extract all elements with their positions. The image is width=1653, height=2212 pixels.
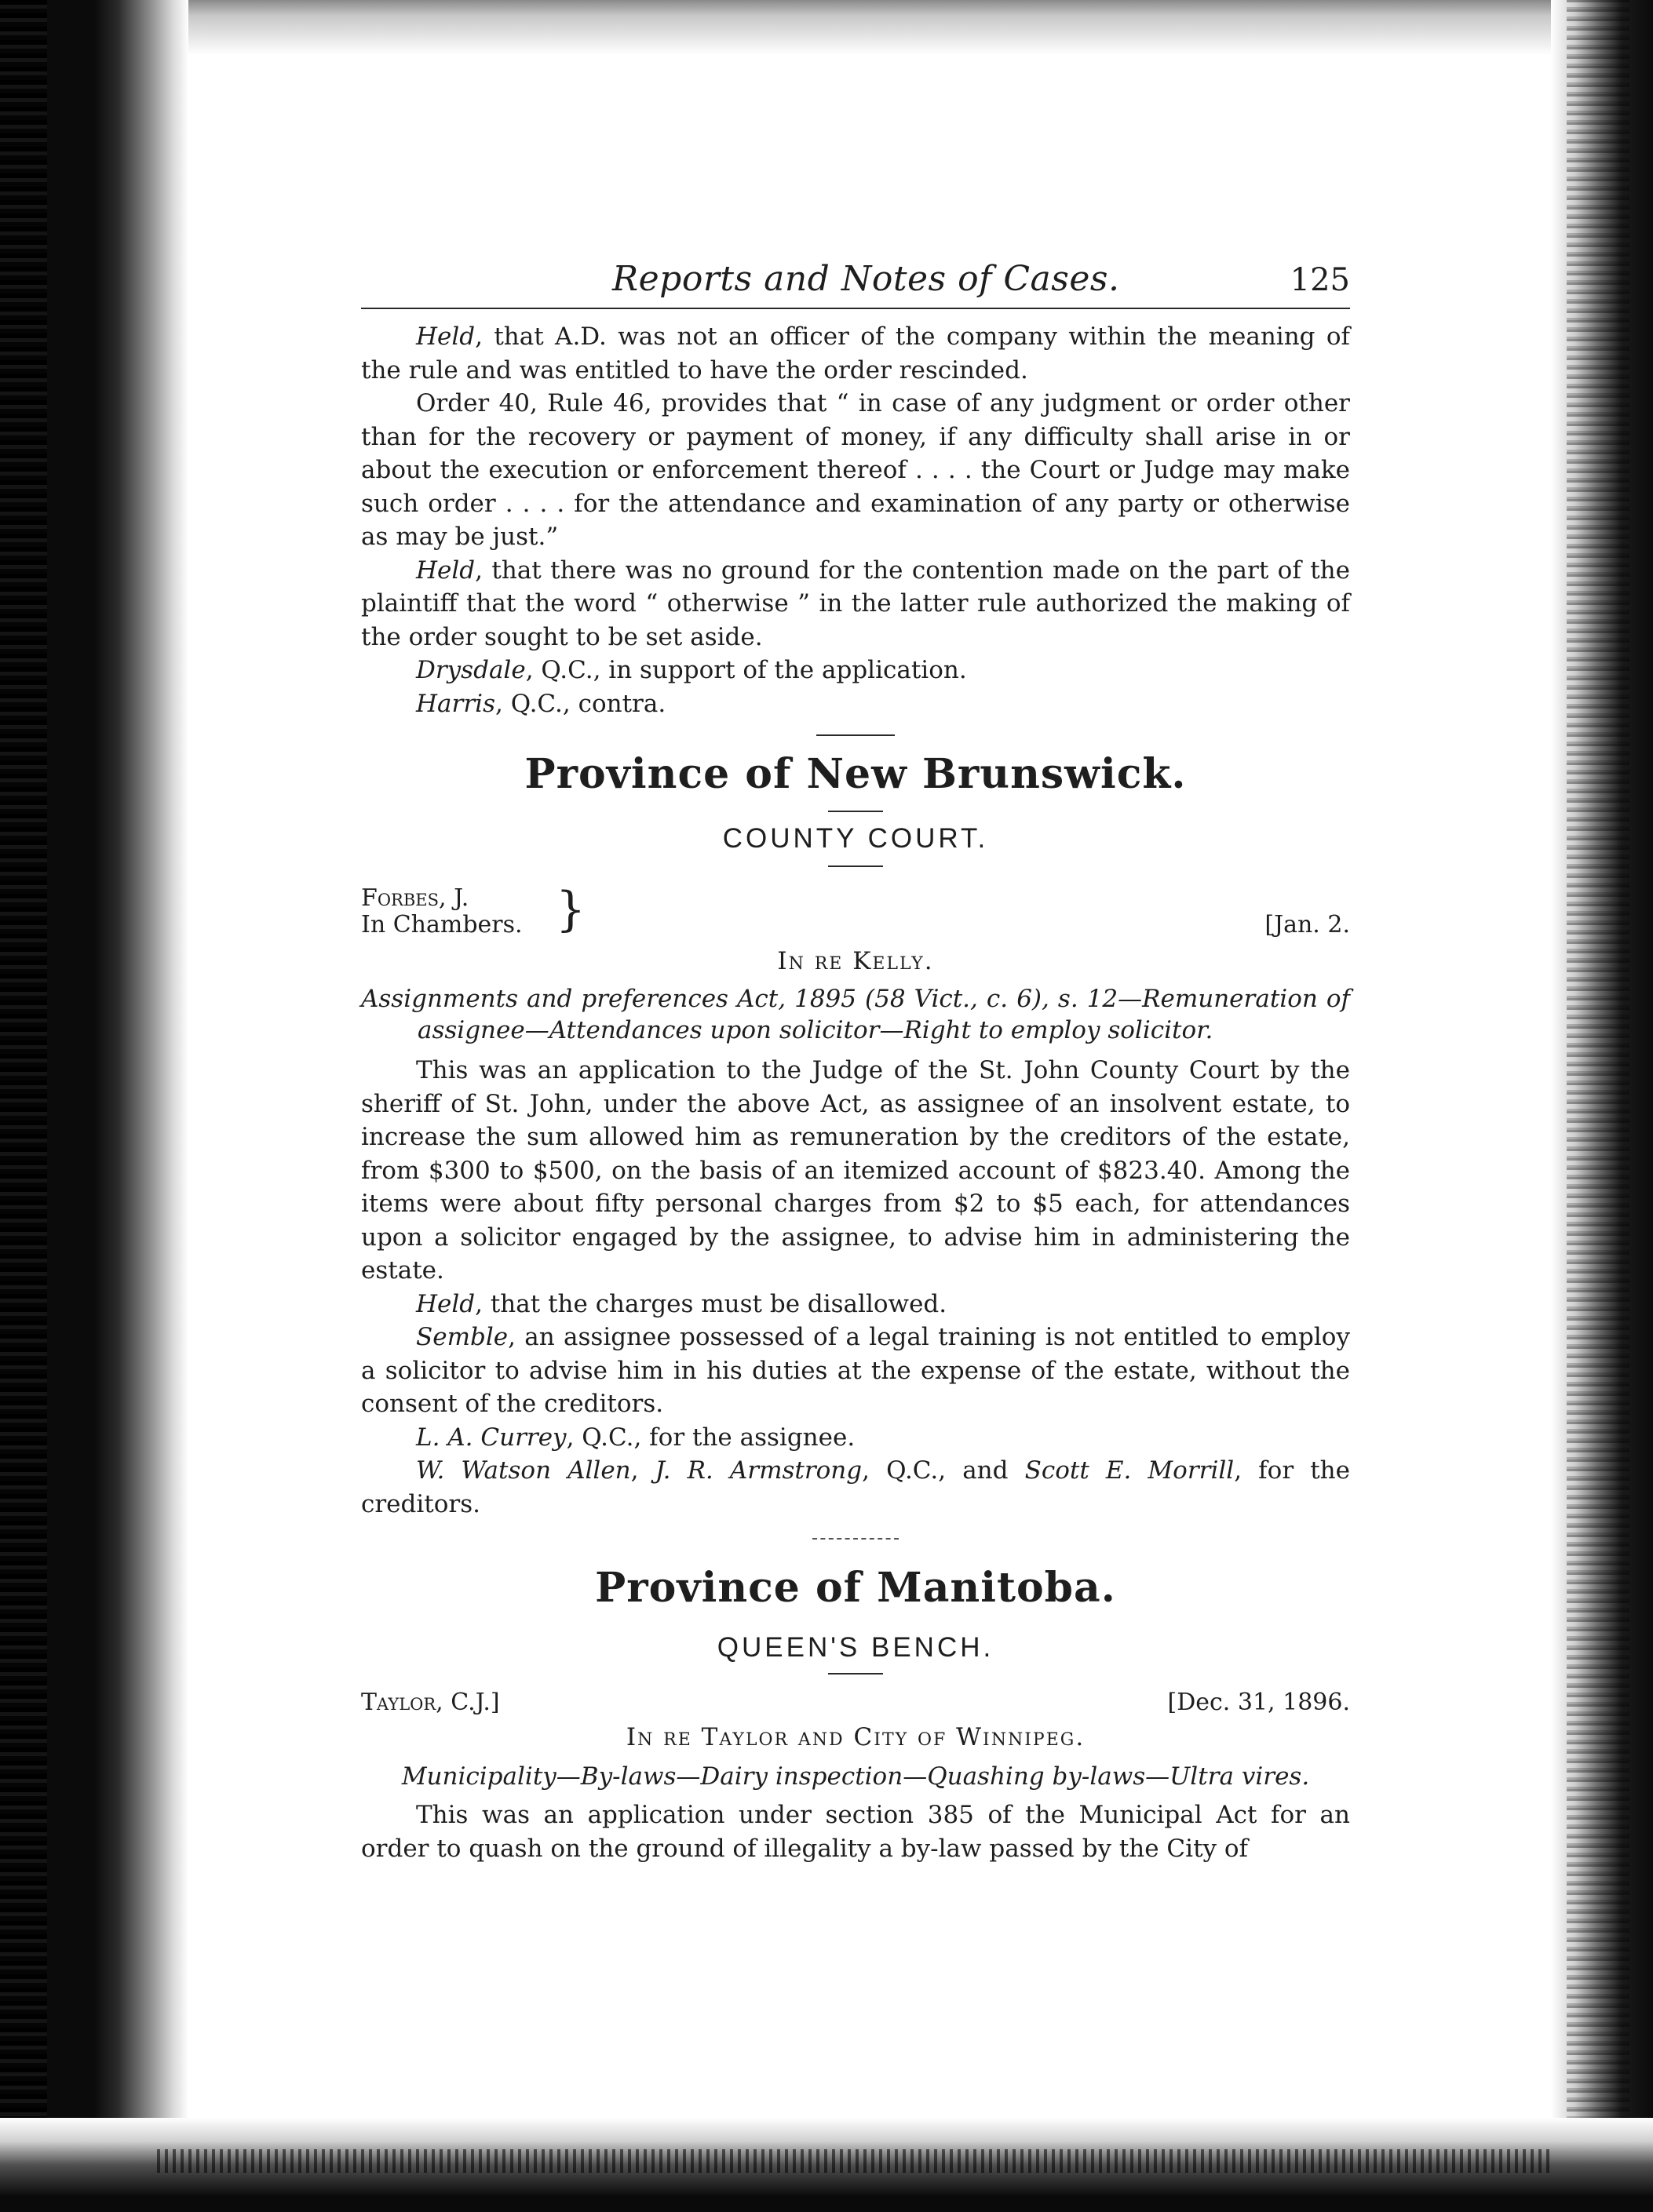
counsel-line	[361, 654, 1350, 687]
counsel-name: Harris	[416, 689, 495, 718]
province-heading: Province of Manitoba.	[595, 1564, 1116, 1612]
counsel-text: , Q.C., and	[862, 1456, 1025, 1485]
held-label: Held	[416, 1289, 476, 1318]
paragraph: This was an application under section 385 of the Municipal Act for an order to quash on the ground of illegality a by-law passed by the City of	[361, 1801, 1350, 1863]
page	[361, 251, 1350, 1977]
top-section	[361, 320, 1350, 720]
judge-line: Forbes, J.	[361, 884, 469, 912]
judge-row	[361, 1689, 1350, 1723]
paragraph	[361, 320, 1350, 387]
catchwords: Assignments and preferences Act, 1895 (58 Vict., c. 6), s. 12—Remuneration of assignee—Attendances upon solicitor—Right to employ solicitor.	[361, 985, 1350, 1044]
paragraph: This was an application to the Judge of the St. John County Court by the sheriff of St. John, under the above Act, as assignee of an insolvent estate, to increase the sum allowed him as remuneration by the creditors of the estate, from $300 to $500, on the basis of an itemized account of $823.40. Among the items were about fifty personal charges from $2 to $5 each, for attendances upon a solicitor engaged by the assignee, to advise him in administering the estate.	[361, 1056, 1350, 1285]
brace: }	[556, 882, 586, 937]
section-divider	[816, 734, 895, 736]
judge-line: Taylor, C.J.]	[361, 1689, 500, 1716]
scan-top-edge	[0, 0, 1653, 55]
running-title: Reports and Notes of Cases.	[612, 259, 1120, 299]
counsel-text: , Q.C., contra.	[494, 689, 666, 718]
paragraph	[361, 1288, 1350, 1321]
province-heading: Province of New Brunswick.	[524, 750, 1187, 798]
counsel-name: W. Watson Allen	[416, 1456, 631, 1485]
case-date: [Dec. 31, 1896.	[1167, 1689, 1350, 1716]
paragraph-text: , an assignee possessed of a legal training is not entitled to employ a solicitor to advise him in his duties at the expense of the estate, without the consent of the creditors.	[361, 1323, 1350, 1418]
counsel-name: L. A. Currey	[416, 1423, 567, 1452]
counsel-name: Scott E. Morrill	[1024, 1456, 1235, 1485]
counsel-name: J. R. Armstrong	[655, 1456, 863, 1485]
manitoba-section	[361, 1538, 1350, 1865]
case-name: In re Taylor and City of Winnipeg.	[626, 1723, 1086, 1751]
scan-left-edge	[0, 0, 188, 2212]
counsel-text: , for the creditors.	[361, 1456, 1350, 1518]
running-head	[361, 251, 1350, 309]
judge-line: In Chambers.	[361, 911, 523, 938]
catchwords: Municipality—By-laws—Dairy inspection—Quashing by-laws—Ultra vires.	[401, 1762, 1310, 1791]
court-heading: QUEEN'S BENCH.	[717, 1632, 994, 1663]
paragraph-text: , that there was no ground for the contention made on the part of the plaintiff that the word “ otherwise ” in the latter rule authorized the making of the order sought to be set aside.	[361, 556, 1350, 651]
counsel-line	[361, 1421, 1350, 1455]
page-number: 125	[1290, 262, 1350, 298]
counsel-text: , Q.C., in support of the application.	[525, 656, 967, 684]
scan-bottom-edge	[0, 2118, 1653, 2212]
counsel-text: ,	[630, 1456, 655, 1485]
case-name: In re Kelly.	[777, 947, 934, 975]
new-brunswick-section	[361, 734, 1350, 1521]
paragraph-text: , that the charges must be disallowed.	[475, 1289, 947, 1318]
paragraph	[361, 554, 1350, 654]
section-divider	[812, 1538, 899, 1540]
heading-divider	[828, 811, 883, 812]
counsel-name: Drysdale	[416, 656, 526, 684]
court-heading: COUNTY COURT.	[722, 823, 989, 854]
held-label: Held	[416, 556, 476, 585]
scan-right-edge	[1551, 0, 1653, 2212]
heading-divider	[828, 865, 883, 867]
paragraph: Order 40, Rule 46, provides that “ in case of any judgment or order other than for the recovery or payment of money, if any difficulty shall arise in or about the execution or enforcement thereof . . . . the Court or Judge may make such order . . . . for the attendance and examination of any party or otherwise as may be just.”	[361, 389, 1350, 551]
held-label: Held	[416, 323, 476, 351]
paragraph-text: , that A.D. was not an officer of the company within the meaning of the rule and was entitled to have the order rescinded.	[361, 323, 1350, 384]
case-date: [Jan. 2.	[1264, 911, 1350, 938]
counsel-line	[361, 1454, 1350, 1521]
paragraph	[361, 1321, 1350, 1421]
heading-divider	[828, 1673, 883, 1674]
counsel-line	[361, 687, 1350, 721]
judge-row	[361, 884, 1350, 947]
counsel-text: , Q.C., for the assignee.	[566, 1423, 856, 1452]
semble-label: Semble	[416, 1323, 509, 1351]
